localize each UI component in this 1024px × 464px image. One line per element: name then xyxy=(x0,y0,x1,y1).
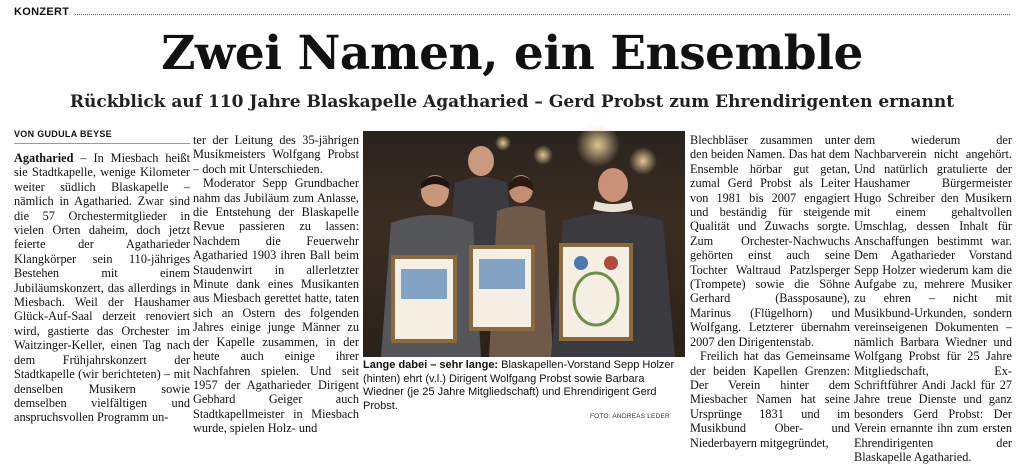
paragraph: Agatharied – In Miesbach heißt sie Stadtkapelle, wenige Kilometer weiter südlich Blaskapelle – nämlich in Agatharied. Zwar sind die 57 Orchestermitglieder in vielen Orten daheim, doch jetzt feierte der Agatharieder Klangkörper sein 110-jähriges Bestehen mit einem Jubiläumskonzert, das allerdings in Miesbach. Weil der Haushamer Glück-Auf-Saal derzeit renoviert wird, gastierte das Orchester im Waitzinger-Keller, einen Tag nach dem Frühjahrskonzert der Stadtkapelle (wir berichteten) – mit denselben Musikern sowie demselben vielfältigen und anspruchsvollen Programm un- xyxy=(14,151,190,425)
photo-credit: FOTO: ANDREAS LEDER xyxy=(590,413,670,420)
photo-caption xyxy=(363,359,687,413)
caption-lead: Lange dabei – sehr lange: xyxy=(363,359,499,371)
group-photo-illustration xyxy=(363,131,685,357)
dateline: Agatharied xyxy=(14,151,74,165)
byline: VON GUDULA BEYSE xyxy=(14,128,190,144)
paragraph: Freilich hat das Gemeinsame der beiden Kapellen Grenzen: Der Verein hinter dem Miesbacher Namen hat seine Ursprünge 1831 und im Musikbund Ober- und Niederbayern mitgegründet, xyxy=(690,349,850,450)
article-column-4 xyxy=(854,133,1012,464)
paragraph: ter der Leitung des 35-jährigen Musikmeisters Wolfgang Probst – doch mit Unterschieden. xyxy=(193,133,359,176)
article-column-2 xyxy=(193,133,359,436)
paragraph: Blechbläser zusammen unter den beiden Namen. Das hat dem Ensemble hörbar gut getan, zumal Gerd Probst als Leiter von 1981 bis 2007 engagiert und beständig für steigende Qualität und Zuwachs sorgte. Zum Orchester-Nachwuchs gehörten einst auch seine Tochter Waltraud Patzlsperger (Trompete) sowie die Söhne Gerhard (Bassposaune), Marinus (Flügelhorn) und Wolfgang. Letzterer übernahm 2007 den Dirigentenstab. xyxy=(690,133,850,349)
paragraph: dem wiederum der Nachbarverein nicht angehört. Und natürlich gratulierte der Haushamer Bürgermeister Hugo Schreiber den Musikern mit einem gehaltvollen Umschlag, dessen Inhalt für Anschaffungen bestimmt war. Dem Agatharieder Vorstand Sepp Holzer wiederum kam die Aufgabe zu, mehrere Musiker zu ehren – nicht mit Musikbund-Urkunden, sondern vereinseigenen Dokumenten – nämlich Barbara Wiedner und Wolfgang Probst für 25 Jahre Mitgliedschaft, Ex-Schriftführer Andi Jackl für 27 Jahre treue Dienste und ganz besonders Gerd Probst: Der Verein ernannte ihn zum ersten Ehrendirigenten der Blaskapelle Agatharied. xyxy=(854,133,1012,464)
paragraph: Moderator Sepp Grundbacher nahm das Jubiläum zum Anlasse, die Entstehung der Blaskapelle Revue passieren zu lassen: Nachdem die Feuerwehr Agatharied 1903 ihren Ball beim Staudenwirt in allerletzter Minute dank eines Musikanten aus Miesbach gerettet hatte, taten sich an Ostern des folgenden Jahres einige junge Männer zu der Kapelle zusammen, in der heute auch einige ihrer Nachfahren spielen. Und seit 1957 der Agatharieder Dirigent Gebhard Geiger auch Stadtkapellmeister in Miesbach wurde, spielen Holz- und xyxy=(193,176,359,436)
headline: Zwei Namen, ein Ensemble xyxy=(161,26,863,81)
article-photo xyxy=(363,131,685,357)
section-header xyxy=(14,7,1010,21)
article-column-3 xyxy=(690,133,850,450)
caption-text: Blaskapellen-Vorstand Sepp Holzer (hinten) ehrt (v.l.) Dirigent Wolfgang Probst sowie Barbara Wiedner (je 25 Jahre Mitgliedschaft) und Ehrendirigent Gerd Probst. xyxy=(363,359,675,412)
section-label: KONZERT xyxy=(14,6,74,18)
subheadline: Rückblick auf 110 Jahre Blaskapelle Agatharied – Gerd Probst zum Ehrendirigenten ernannt xyxy=(69,92,955,112)
article-column-1 xyxy=(14,128,190,425)
section-divider xyxy=(14,14,1010,15)
